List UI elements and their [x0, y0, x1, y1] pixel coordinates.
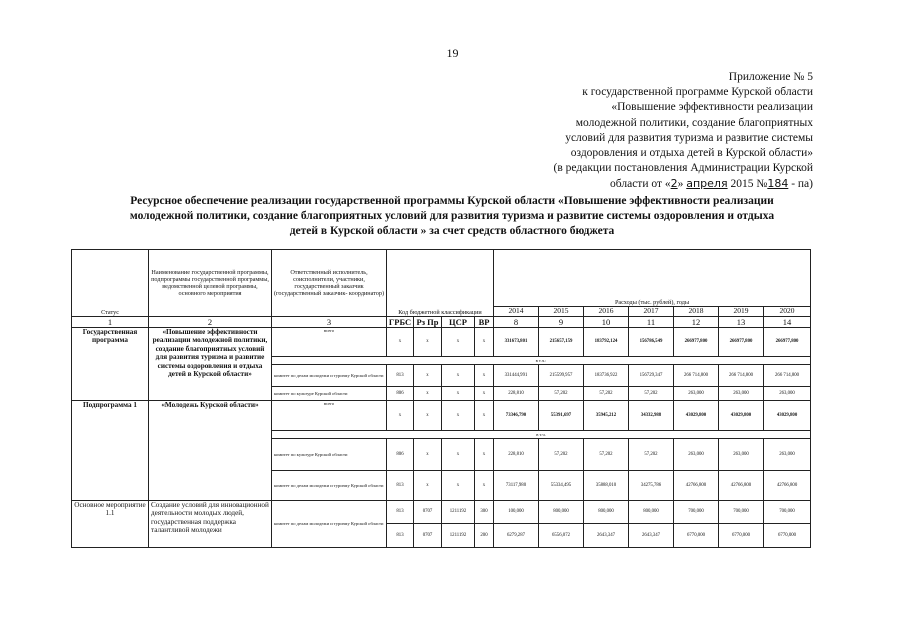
code-vr: 200 — [475, 524, 494, 548]
code-grbs-header: ГРБС — [387, 317, 414, 328]
header-responsible: Ответственный исполнитель, соисполнители, участники, государственный заказчик (государственный заказчик- координатор) — [272, 250, 387, 317]
document-title — [78, 194, 826, 239]
value-cell: 228,810 — [494, 439, 539, 471]
code-grbs: 806 — [387, 439, 414, 471]
resource-table — [71, 249, 811, 548]
value-cell: 156729,347 — [629, 365, 674, 387]
value-cell: 263,000 — [764, 439, 811, 471]
value-cell: 35888,010 — [584, 471, 629, 501]
col-number: 10 — [584, 317, 629, 328]
value-cell: 6556,072 — [539, 524, 584, 548]
activity-status: Основное мероприятие 1.1 — [72, 501, 149, 548]
year-2016: 2016 — [584, 307, 629, 317]
value-cell: 156786,549 — [629, 328, 674, 357]
subprogram-total-label: всего — [272, 401, 387, 431]
value-cell: 42766,800 — [674, 471, 719, 501]
col-number: 9 — [539, 317, 584, 328]
code-rzpr: х — [414, 387, 442, 401]
table-row — [72, 501, 811, 524]
col-number: 13 — [719, 317, 764, 328]
value-cell: 228,810 — [494, 387, 539, 401]
code-rzpr: 0707 — [414, 501, 442, 524]
appendix-block — [453, 70, 813, 193]
value-cell: 263,000 — [674, 387, 719, 401]
col-number: 14 — [764, 317, 811, 328]
year-2019: 2019 — [719, 307, 764, 317]
value-cell: 73117,980 — [494, 471, 539, 501]
value-cell: 43029,800 — [674, 401, 719, 431]
value-cell: 700,000 — [674, 501, 719, 524]
subprogram-name: «Молодежь Курской области» — [149, 401, 272, 501]
col-number: 11 — [629, 317, 674, 328]
title-line: Ресурсное обеспечение реализации государственной программы Курской области «Повышение эффективности реализации — [130, 195, 774, 207]
value-cell: 57,202 — [539, 387, 584, 401]
col-number: 1 — [72, 317, 149, 328]
value-cell: 57,202 — [629, 439, 674, 471]
value-cell: 266977,800 — [674, 328, 719, 357]
value-cell: 34275,786 — [629, 471, 674, 501]
col-number: 8 — [494, 317, 539, 328]
value-cell: 2643,347 — [584, 524, 629, 548]
row-label: комитет по культуре Курской области — [272, 439, 387, 471]
table-row — [72, 401, 811, 431]
value-cell: 43029,800 — [719, 401, 764, 431]
value-cell: 800,000 — [539, 501, 584, 524]
code-rzpr: х — [414, 471, 442, 501]
value-cell: 6770,000 — [674, 524, 719, 548]
value-cell: 263,000 — [719, 439, 764, 471]
year-2018: 2018 — [674, 307, 719, 317]
code-rzpr: 0707 — [414, 524, 442, 548]
date-prefix: области от « — [610, 178, 671, 191]
code-grbs: 813 — [387, 365, 414, 387]
activity-name: Создание условий для инновационной деятельности молодых людей, государственная поддержка талантливой молодежи — [149, 501, 272, 548]
code-vr: 300 — [475, 501, 494, 524]
col-number: 3 — [272, 317, 387, 328]
code-grbs: 813 — [387, 471, 414, 501]
code-rzpr-header: Рз Пр — [414, 317, 442, 328]
column-number-row — [72, 317, 811, 328]
code-csr: х — [442, 401, 475, 431]
value-cell: 2643,347 — [629, 524, 674, 548]
value-cell: 700,000 — [719, 501, 764, 524]
header-row — [72, 250, 811, 307]
code-csr: 1211192 — [442, 501, 475, 524]
value-cell: 266 714,800 — [719, 365, 764, 387]
code-vr: х — [475, 439, 494, 471]
header-expenses: Расходы (тыс. рублей), годы — [494, 250, 811, 307]
value-cell: 183792,124 — [584, 328, 629, 357]
row-label: комитет по делам молодежи и туризму Курской области — [272, 365, 387, 387]
value-cell: 42766,800 — [764, 471, 811, 501]
code-rzpr: х — [414, 328, 442, 357]
value-cell: 800,000 — [629, 501, 674, 524]
subprogram-status: Подпрограмма 1 — [72, 401, 149, 501]
value-cell: 183736,922 — [584, 365, 629, 387]
code-vr-header: ВР — [475, 317, 494, 328]
row-label: комитет по делам молодежи и туризму Курской области — [272, 471, 387, 501]
code-csr: х — [442, 365, 475, 387]
code-csr: 1211192 — [442, 524, 475, 548]
code-grbs: х — [387, 328, 414, 357]
header-name: Наименование государственной программы, подпрограммы государственной программы, ведомственной целевой программы, основного мероприятия — [149, 250, 272, 317]
year-2014: 2014 — [494, 307, 539, 317]
header-codes: Код бюджетной классификации — [387, 250, 494, 317]
incl-label: в т.ч. — [272, 431, 811, 439]
title-line: молодежной политики, создание благоприятных условий для развития туризма и развитие системы оздоровления и отдыха — [129, 210, 775, 222]
date-year: 2015 № — [730, 178, 768, 191]
incl-label: в т.ч.: — [272, 357, 811, 365]
appendix-line: (в редакции постановления Администрации Курской — [553, 162, 813, 175]
header-status: Статус — [72, 250, 149, 317]
value-cell: 215657,159 — [539, 328, 584, 357]
value-cell: 55334,495 — [539, 471, 584, 501]
code-csr: х — [442, 439, 475, 471]
code-csr: х — [442, 387, 475, 401]
col-number: 2 — [149, 317, 272, 328]
appendix-line: Приложение № 5 — [728, 71, 813, 83]
value-cell: 34332,988 — [629, 401, 674, 431]
program-name: «Повышение эффективности реализации молодежной политики, создание благоприятных условий для развития туризма и развитие системы оздоровления и отдыха детей в Курской области» — [149, 328, 272, 401]
date-suffix: - па) — [791, 178, 813, 191]
value-cell: 331673,801 — [494, 328, 539, 357]
date-mid: » — [677, 178, 684, 191]
appendix-line: оздоровления и отдыха детей в Курской области» — [570, 147, 813, 160]
appendix-line: к государственной программе Курской области — [582, 86, 813, 99]
appendix-line: условий для развития туризма и развитие системы — [565, 131, 813, 144]
value-cell: 6279,287 — [494, 524, 539, 548]
code-vr: х — [475, 387, 494, 401]
code-rzpr: х — [414, 439, 442, 471]
code-rzpr: х — [414, 365, 442, 387]
appendix-line: молодежной политики, создание благоприятных — [575, 116, 813, 129]
code-csr: х — [442, 328, 475, 357]
value-cell: 57,202 — [584, 387, 629, 401]
value-cell: 6770,000 — [764, 524, 811, 548]
code-rzpr: х — [414, 401, 442, 431]
value-cell: 266977,800 — [719, 328, 764, 357]
value-cell: 700,000 — [764, 501, 811, 524]
decree-number: 184 — [767, 177, 789, 191]
program-total-label: всего — [272, 328, 387, 357]
value-cell: 266 714,800 — [764, 365, 811, 387]
value-cell: 42766,800 — [719, 471, 764, 501]
year-2015: 2015 — [539, 307, 584, 317]
value-cell: 55391,697 — [539, 401, 584, 431]
code-vr: х — [475, 471, 494, 501]
value-cell: 263,000 — [674, 439, 719, 471]
row-label: комитет по культуре Курской области — [272, 387, 387, 401]
value-cell: 57,202 — [629, 387, 674, 401]
code-csr: х — [442, 471, 475, 501]
year-2017: 2017 — [629, 307, 674, 317]
value-cell: 800,000 — [584, 501, 629, 524]
date-day: 2 — [670, 177, 678, 191]
date-month: апреля — [686, 177, 728, 191]
code-grbs: 806 — [387, 387, 414, 401]
code-csr-header: ЦСР — [442, 317, 475, 328]
value-cell: 331444,991 — [494, 365, 539, 387]
title-line: детей в Курской области » за счет средств областного бюджета — [289, 225, 615, 237]
col-number: 12 — [674, 317, 719, 328]
value-cell: 263,000 — [764, 387, 811, 401]
year-2020: 2020 — [764, 307, 811, 317]
code-grbs: х — [387, 401, 414, 431]
value-cell: 6770,000 — [719, 524, 764, 548]
value-cell: 73346,790 — [494, 401, 539, 431]
program-status: Государственная программа — [72, 328, 149, 401]
value-cell: 215599,957 — [539, 365, 584, 387]
row-label: комитет по делам молодежи и туризму Курской области — [272, 501, 387, 548]
table-row — [72, 328, 811, 357]
code-vr: х — [475, 328, 494, 357]
value-cell: 43029,800 — [764, 401, 811, 431]
value-cell: 57,202 — [539, 439, 584, 471]
appendix-line: «Повышение эффективности реализации — [611, 101, 813, 114]
appendix-date-line — [453, 176, 813, 192]
code-grbs: 813 — [387, 524, 414, 548]
value-cell: 266 714,800 — [674, 365, 719, 387]
code-grbs: 813 — [387, 501, 414, 524]
value-cell: 266977,800 — [764, 328, 811, 357]
value-cell: 100,000 — [494, 501, 539, 524]
page-number: 19 — [446, 46, 459, 60]
value-cell: 35945,212 — [584, 401, 629, 431]
value-cell: 263,000 — [719, 387, 764, 401]
code-vr: х — [475, 401, 494, 431]
code-vr: х — [475, 365, 494, 387]
value-cell: 57,202 — [584, 439, 629, 471]
